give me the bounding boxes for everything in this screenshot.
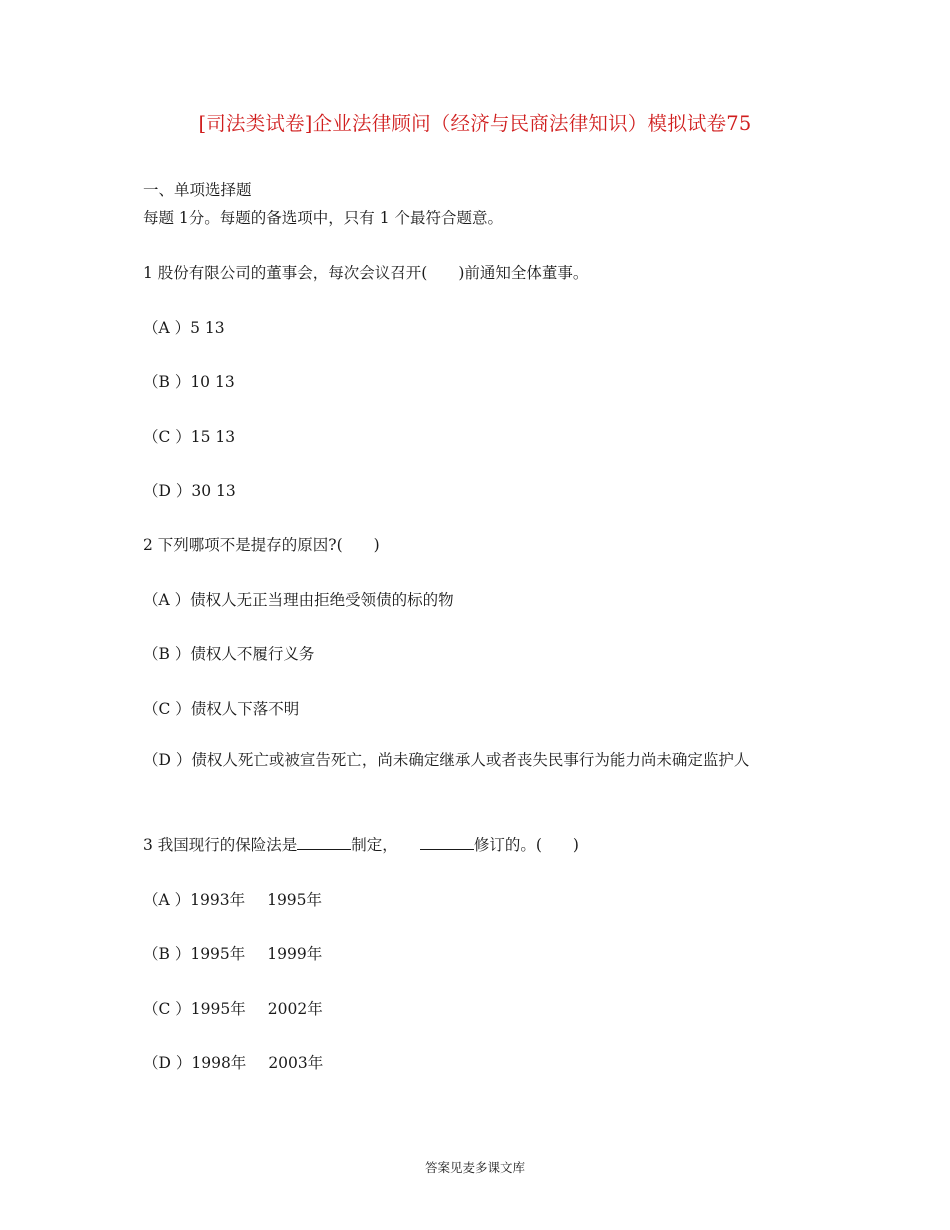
question-1-option-a: （A ）5 13 <box>143 319 225 337</box>
option-label: （B ） <box>143 945 191 963</box>
option-second-year: 2002年 <box>267 1000 323 1018</box>
page-footer: 答案见麦多课文库 <box>424 1160 525 1175</box>
option-first-year: 1995年 <box>190 1000 246 1018</box>
question-1-stem: 1 股份有限公司的董事会，每次会议召开( )前通知全体董事。 <box>143 264 589 282</box>
question-1-option-d: （D ）30 13 <box>143 482 236 500</box>
option-second-year: 1999年 <box>267 945 323 963</box>
option-label: （C ） <box>143 1000 191 1018</box>
option-second-year: 1995年 <box>267 891 323 909</box>
option-label: （A ） <box>143 891 191 909</box>
question-2-stem: 2 下列哪项不是提存的原因?( ) <box>143 536 380 554</box>
option-label: （D ） <box>143 1054 192 1072</box>
question-3-stem-part-3: 修订的。( ) <box>473 836 579 854</box>
question-3-option-c <box>143 997 323 1019</box>
question-1-option-c: （C ）15 13 <box>143 428 236 446</box>
question-1-option-b: （B ）10 13 <box>143 373 235 391</box>
question-3-option-a <box>143 888 322 910</box>
fill-blank <box>420 835 474 850</box>
option-first-year: 1998年 <box>191 1054 247 1072</box>
question-2-option-c: （C ）债权人下落不明 <box>143 700 300 718</box>
option-first-year: 1995年 <box>190 945 246 963</box>
section-heading: 一、单项选择题 <box>143 181 252 199</box>
option-first-year: 1993年 <box>190 891 246 909</box>
section-instruction: 每题 1分。每题的备选项中，只有 1 个最符合题意。 <box>143 209 504 227</box>
fill-blank <box>297 835 351 850</box>
question-2-option-b: （B ）债权人不履行义务 <box>143 645 315 663</box>
question-3-option-d <box>143 1051 323 1073</box>
question-2-option-d: （D ）债权人死亡或被宣告死亡，尚未确定继承人或者丧失民事行为能力尚未确定监护人 <box>143 751 750 769</box>
page-title: [司法类试卷]企业法律顾问（经济与民商法律知识）模拟试卷75 <box>198 112 752 135</box>
question-3-stem-part-1: 3 我国现行的保险法是 <box>143 836 298 854</box>
question-3-stem-part-2: 制定， <box>351 836 398 854</box>
option-second-year: 2003年 <box>268 1054 324 1072</box>
question-2-option-a: （A ）债权人无正当理由拒绝受领债的标的物 <box>143 591 454 609</box>
question-3-stem <box>143 833 579 855</box>
question-3-option-b <box>143 942 322 964</box>
